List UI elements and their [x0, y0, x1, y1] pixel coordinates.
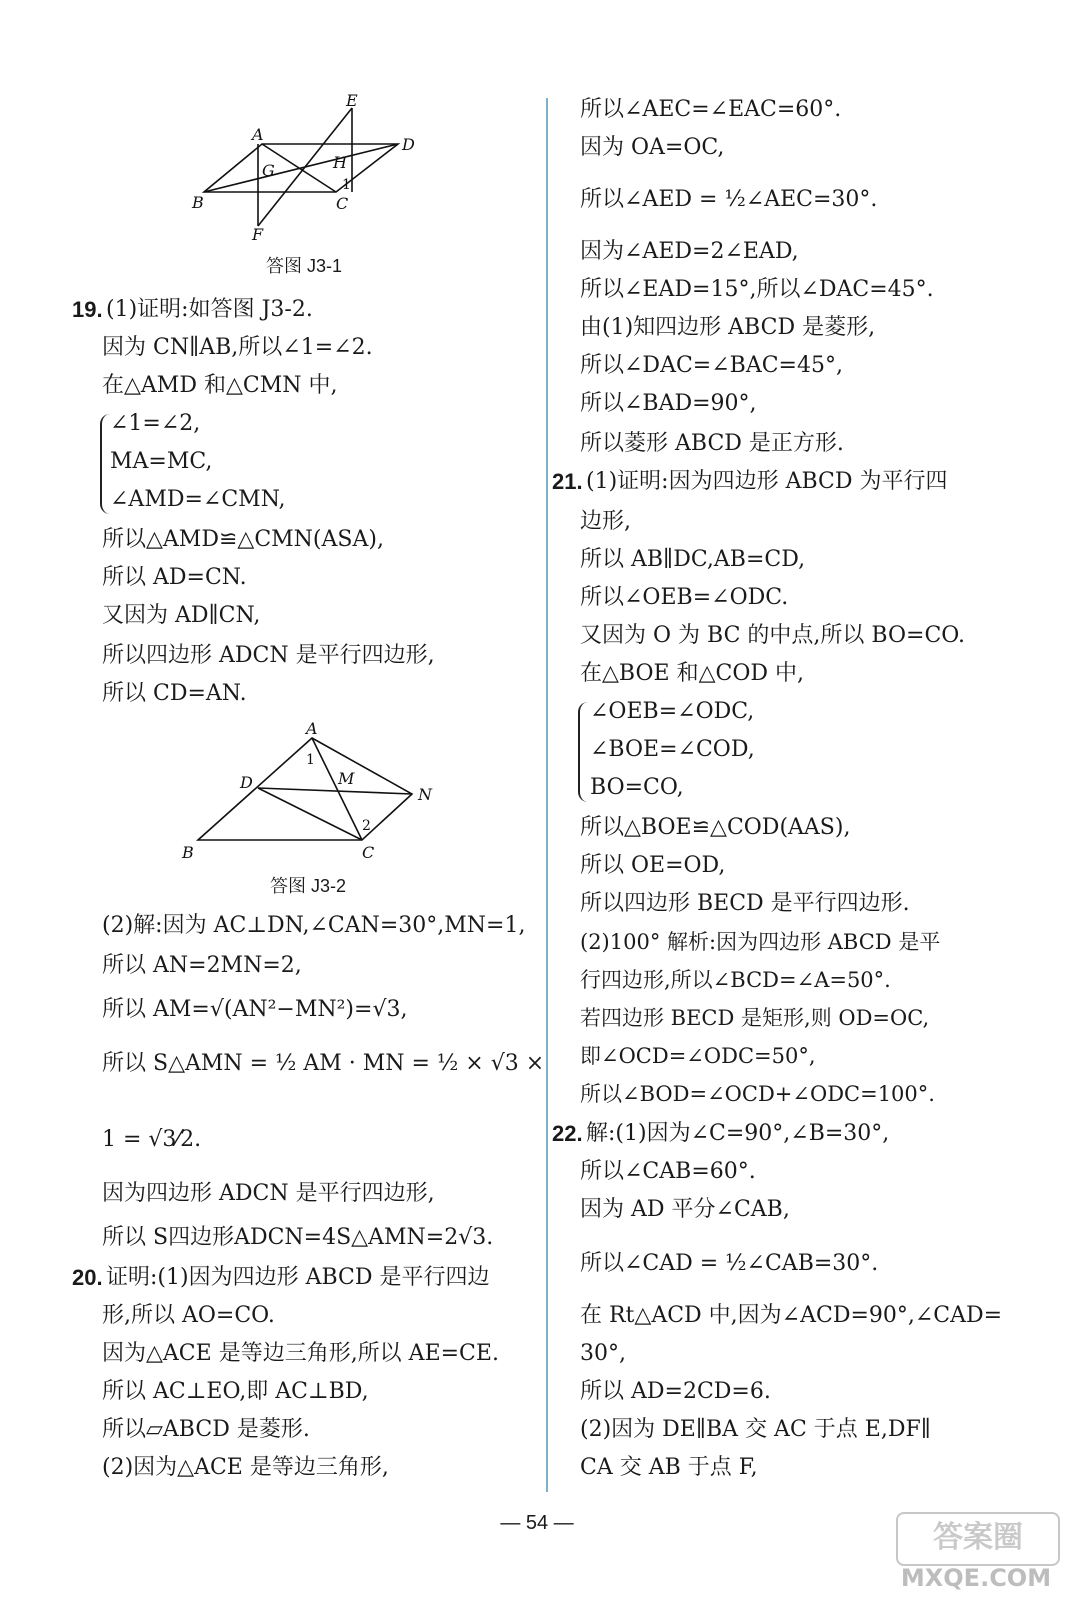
q19-line-7: 所以四边形 ADCN 是平行四边形,	[102, 643, 435, 668]
q22-line-9: CA 交 AB 于点 F,	[580, 1455, 758, 1480]
fig1-label-A: A	[252, 125, 264, 144]
q19-line-1: (1)证明:如答图 J3-2.	[106, 297, 313, 322]
q19b-line-3: 所以 AM=√(AN²−MN²)=√3,	[102, 997, 408, 1022]
q19-line-6: 又因为 AD∥CN,	[102, 603, 261, 628]
q21-brace-line-2: ∠BOE=∠COD,	[590, 737, 755, 762]
q19b-line-7: 所以 S四边形ADCN=4S△AMN=2√3.	[102, 1225, 494, 1250]
watermark-url: MXQE.COM	[900, 1564, 1052, 1592]
q21-number: 21.	[552, 469, 583, 494]
watermark-logo	[896, 1512, 1056, 1592]
q19-line-4: 所以△AMD≌△CMN(ASA),	[102, 527, 384, 552]
q22-line-7: 所以 AD=2CD=6.	[580, 1379, 771, 1404]
q20-line-2: 形,所以 AO=CO.	[102, 1303, 275, 1328]
fig1-label-C: C	[336, 194, 349, 213]
q20-line-6: (2)因为△ACE 是等边三角形,	[102, 1455, 389, 1480]
q19b-line-1: (2)解:因为 AC⊥DN,∠CAN=30°,MN=1,	[102, 913, 526, 938]
fig2-label-A: A	[306, 719, 318, 738]
q22-line-1: 解:(1)因为∠C=90°,∠B=30°,	[586, 1121, 890, 1146]
fig1-label-H: H	[333, 153, 347, 172]
fig2-label-C: C	[362, 843, 375, 862]
q19-brace-line-1: ∠1=∠2,	[110, 411, 201, 436]
q19-line-5: 所以 AD=CN.	[102, 565, 247, 590]
q21-line-2: 边形,	[580, 509, 631, 534]
q22-line-6: 30°,	[580, 1341, 626, 1366]
q19b-line-5: 1 = √3⁄2.	[102, 1127, 202, 1152]
q19b-line-4: 所以 S△AMN = ½ AM · MN = ½ × √3 ×	[102, 1051, 545, 1076]
fig1-label-B: B	[192, 193, 204, 212]
q19-brace-line-3: ∠AMD=∠CMN,	[110, 487, 286, 512]
page-number: — 54 —	[500, 1512, 574, 1534]
q20-line-3: 因为△ACE 是等边三角形,所以 AE=CE.	[102, 1341, 499, 1366]
figure-j3-2	[178, 716, 448, 864]
q21-brace-line-1: ∠OEB=∠ODC,	[590, 699, 755, 724]
q19-line-8: 所以 CD=AN.	[102, 681, 247, 706]
q20c-line-2: 因为 OA=OC,	[580, 135, 725, 160]
q20-line-1: 证明:(1)因为四边形 ABCD 是平行四边	[106, 1265, 490, 1290]
watermark-text: 答案圈	[896, 1512, 1060, 1566]
fig2-label-B: B	[182, 843, 194, 862]
figure-j3-1-caption: 答图 J3-1	[266, 256, 343, 276]
column-divider	[546, 98, 548, 1492]
q21-line-5: 又因为 O 为 BC 的中点,所以 BO=CO.	[580, 623, 966, 648]
q20c-line-5: 所以∠EAD=15°,所以∠DAC=45°.	[580, 277, 934, 302]
fig2-label-2: 2	[362, 818, 371, 834]
q21-line-3: 所以 AB∥DC,AB=CD,	[580, 547, 806, 572]
q19-line-2: 因为 CN∥AB,所以∠1=∠2.	[102, 335, 373, 360]
q19b-line-6: 因为四边形 ADCN 是平行四边形,	[102, 1181, 435, 1206]
fig2-label-D: D	[240, 773, 253, 792]
q20c-line-1: 所以∠AEC=∠EAC=60°.	[580, 97, 842, 122]
q20c-line-8: 所以∠BAD=90°,	[580, 391, 757, 416]
q21-line-9: 所以四边形 BECD 是平行四边形.	[580, 891, 910, 916]
q22-line-5: 在 Rt△ACD 中,因为∠ACD=90°,∠CAD=	[580, 1303, 1003, 1328]
q20c-line-9: 所以菱形 ABCD 是正方形.	[580, 431, 844, 456]
q20-number: 20.	[72, 1265, 103, 1290]
q21-line-14: 所以∠BOD=∠OCD+∠ODC=100°.	[580, 1082, 935, 1106]
q20c-line-4: 因为∠AED=2∠EAD,	[580, 239, 799, 264]
q19-brace-line-2: MA=MC,	[110, 449, 213, 474]
q22-number: 22.	[552, 1121, 583, 1146]
q19-line-3: 在△AMD 和△CMN 中,	[102, 373, 338, 398]
fig2-label-N: N	[418, 785, 432, 804]
fig2-label-M: M	[338, 769, 355, 788]
q20c-line-7: 所以∠DAC=∠BAC=45°,	[580, 353, 843, 378]
q21-line-8: 所以 OE=OD,	[580, 853, 726, 878]
q21-line-7: 所以△BOE≌△COD(AAS),	[580, 815, 851, 840]
fig1-label-D: D	[402, 135, 415, 154]
q21-line-6: 在△BOE 和△COD 中,	[580, 661, 804, 686]
q20c-line-6: 由(1)知四边形 ABCD 是菱形,	[580, 315, 876, 340]
q20c-line-3: 所以∠AED = ½∠AEC=30°.	[580, 187, 878, 212]
fig1-label-G: G	[262, 161, 275, 180]
q21-line-12: 若四边形 BECD 是矩形,则 OD=OC,	[580, 1006, 930, 1030]
q19b-line-2: 所以 AN=2MN=2,	[102, 953, 302, 978]
fig1-label-E: E	[346, 92, 358, 110]
figure-j3-2-caption: 答图 J3-2	[270, 876, 347, 896]
fig2-label-1: 1	[306, 752, 315, 768]
q22-line-4: 所以∠CAD = ½∠CAB=30°.	[580, 1251, 879, 1276]
q21-line-1: (1)证明:因为四边形 ABCD 为平行四	[586, 469, 948, 494]
q22-line-2: 所以∠CAB=60°.	[580, 1159, 756, 1184]
q19-number: 19.	[72, 297, 103, 322]
q21-line-13: 即∠OCD=∠ODC=50°,	[580, 1044, 816, 1068]
q22-line-3: 因为 AD 平分∠CAB,	[580, 1197, 790, 1222]
q21-brace-line-3: BO=CO,	[590, 775, 684, 800]
fig1-label-F: F	[252, 225, 264, 242]
q22-line-8: (2)因为 DE∥BA 交 AC 于点 E,DF∥	[580, 1417, 931, 1442]
q20-line-4: 所以 AC⊥EO,即 AC⊥BD,	[102, 1379, 369, 1404]
q20-line-5: 所以▱ABCD 是菱形.	[102, 1417, 310, 1442]
q21-line-10: (2)100° 解析:因为四边形 ABCD 是平	[580, 930, 941, 954]
figure-j3-1	[190, 92, 430, 242]
q21-line-4: 所以∠OEB=∠ODC.	[580, 585, 789, 610]
q21-line-11: 行四边形,所以∠BCD=∠A=50°.	[580, 968, 891, 992]
q21-brace	[578, 702, 590, 802]
fig1-label-1: 1	[342, 177, 351, 193]
